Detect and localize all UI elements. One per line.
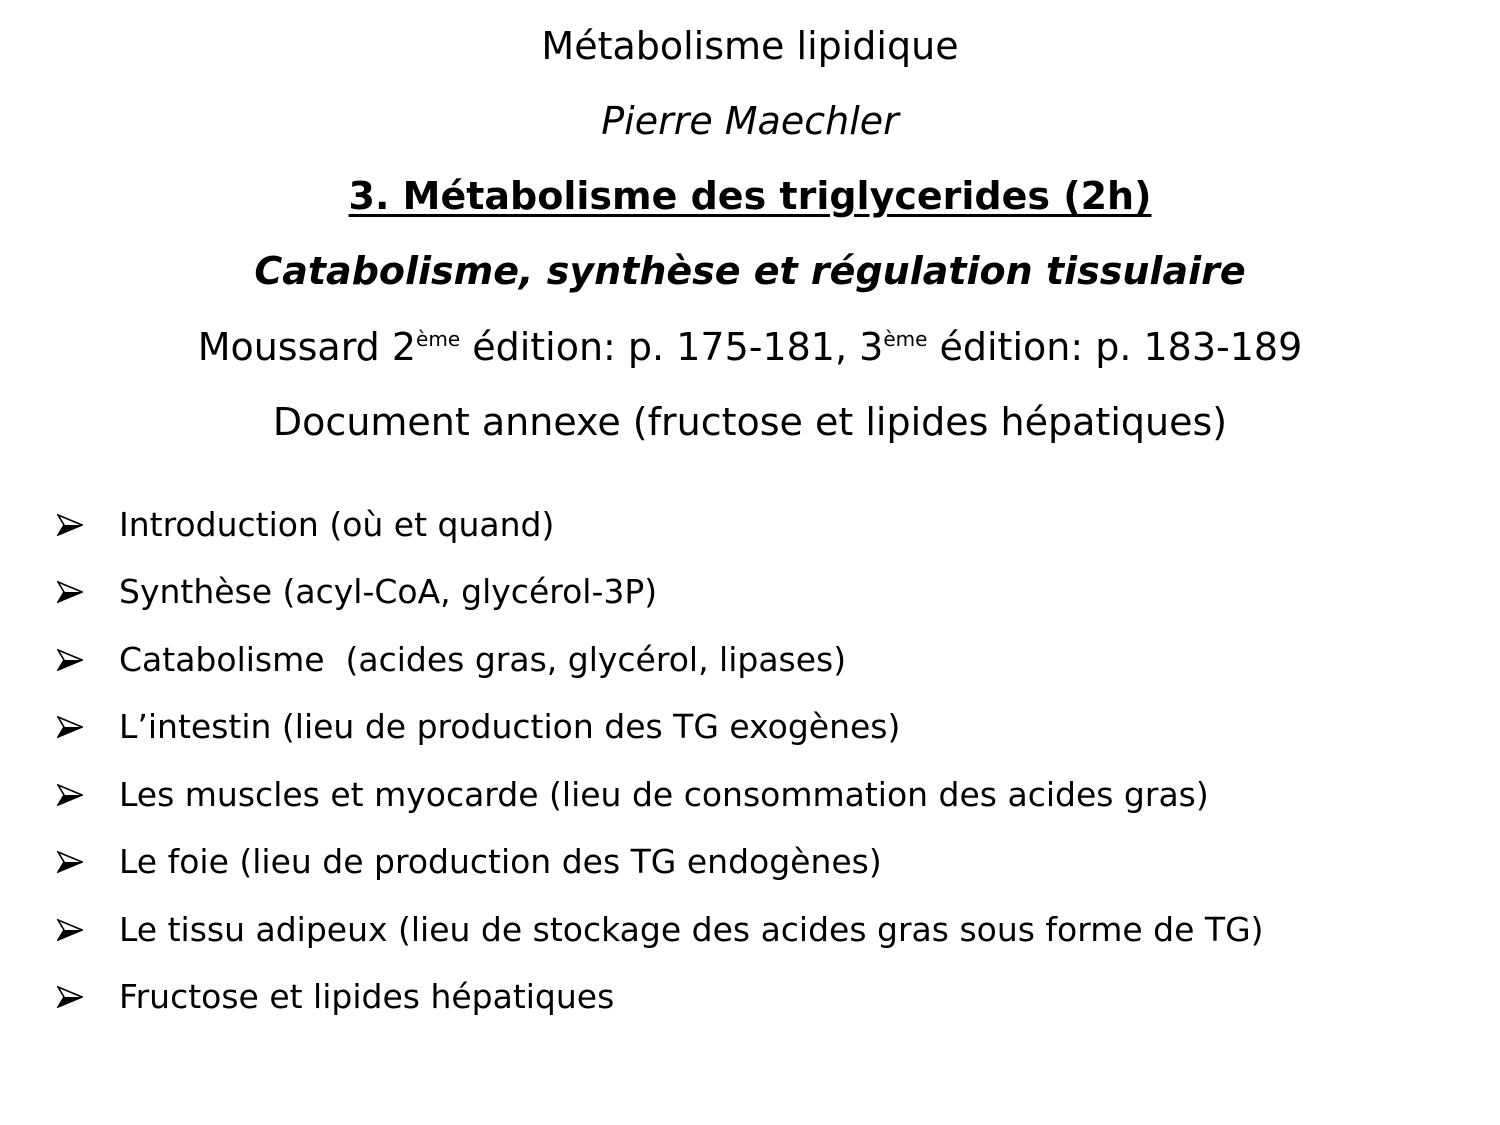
annex-document-note: Document annexe (fructose et lipides hépatiques): [272, 400, 1228, 444]
arrowhead-bullet-icon: [57, 851, 83, 873]
arrowhead-bullet-icon: [57, 716, 83, 738]
author-name: Pierre Maechler: [601, 99, 899, 143]
arrowhead-bullet-icon: [57, 514, 83, 536]
arrowhead-bullet-icon: [57, 784, 83, 806]
course-title: Métabolisme lipidique: [541, 24, 959, 68]
textbook-reference: Moussard 2ème édition: p. 175-181, 3ème édition: p. 183-189: [197, 325, 1303, 369]
chapter-subtitle: Catabolisme, synthèse et régulation tissulaire: [254, 249, 1246, 293]
chapter-heading: 3. Métabolisme des triglycerides (2h): [348, 174, 1152, 218]
arrowhead-bullet-icon: [57, 986, 83, 1008]
arrowhead-bullet-icon: [57, 919, 83, 941]
arrowhead-bullet-icon: [57, 649, 83, 671]
arrowhead-bullet-icon: [57, 581, 83, 603]
